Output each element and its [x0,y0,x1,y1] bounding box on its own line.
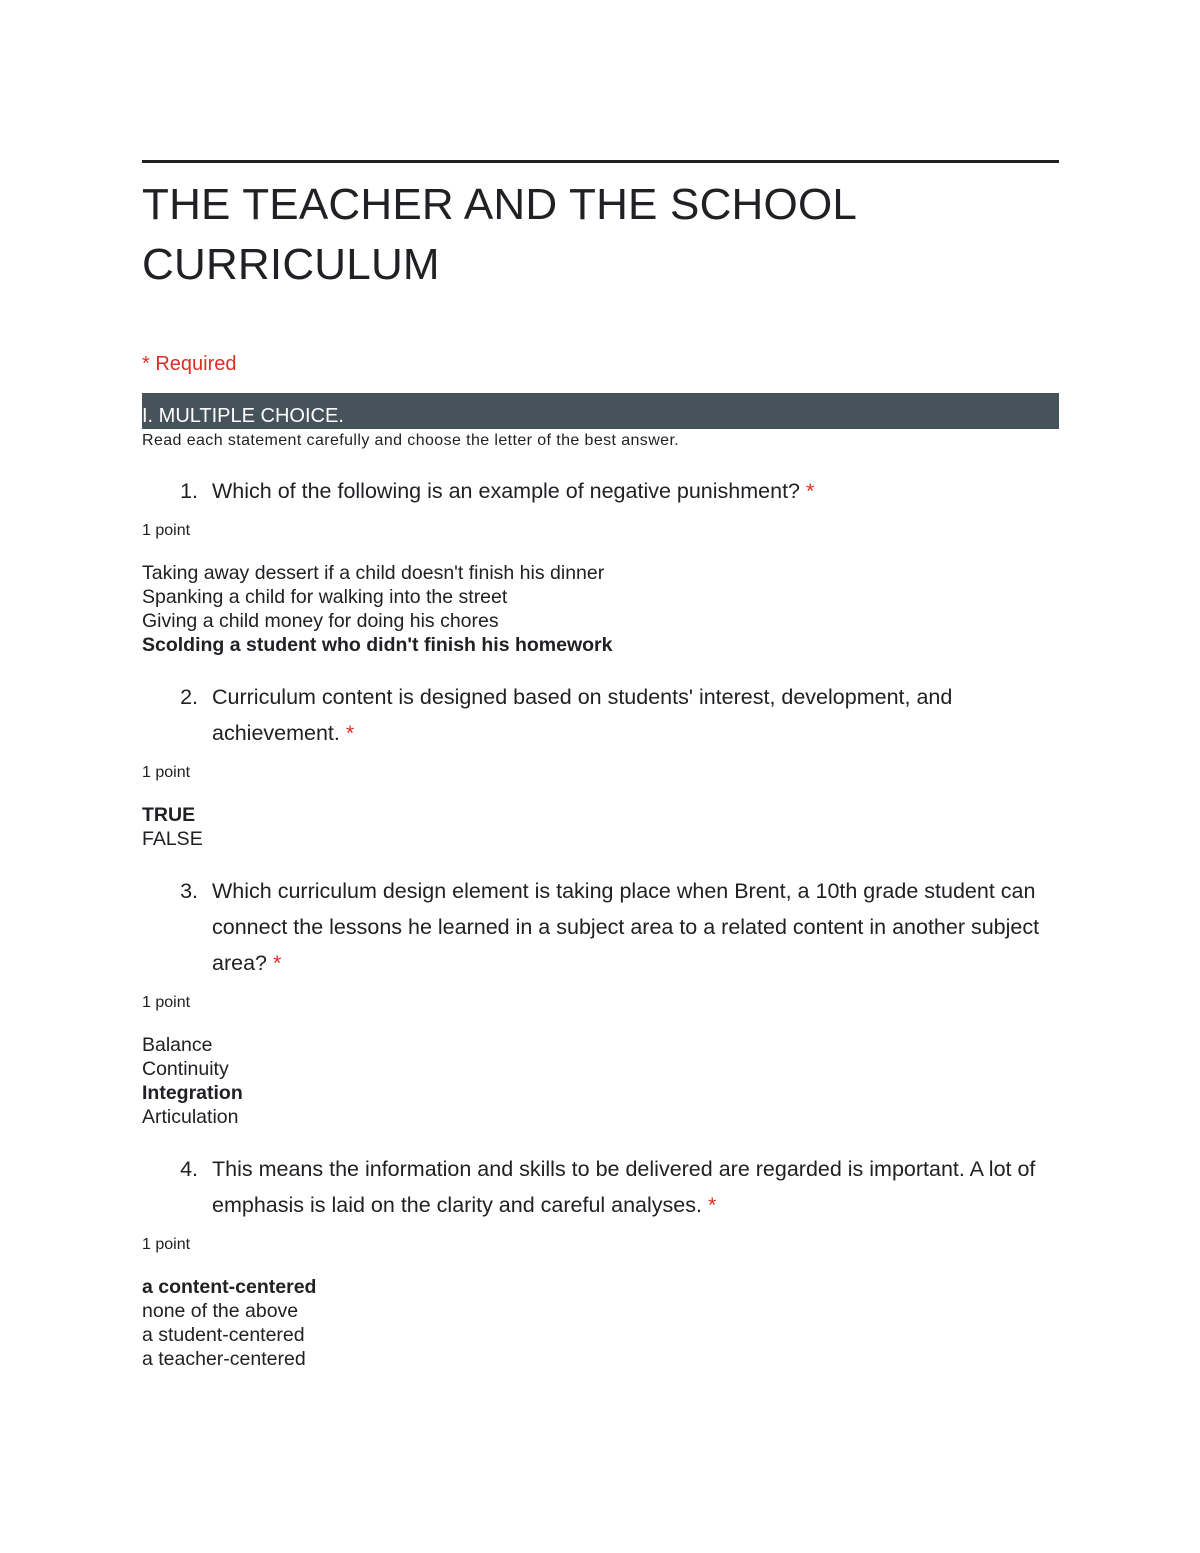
required-asterisk: * [707,1193,717,1217]
question-text-wrap [212,679,1059,751]
question-text: Curriculum content is designed based on students' interest, development, and achievement. [212,685,953,745]
answer-option[interactable]: none of the above [142,1300,299,1322]
question-number: 1. [180,479,198,503]
answer-options [142,1275,1059,1371]
question-text-wrap [212,1151,1059,1223]
answer-option[interactable]: Giving a child money for doing his chores [142,610,499,632]
question-points: 1 point [142,994,191,1011]
answer-options [142,561,1059,657]
required-label: * Required [142,353,237,375]
question-points: 1 point [142,764,191,781]
answer-option[interactable]: Balance [142,1034,213,1056]
answer-options [142,803,1059,851]
required-asterisk: * [345,721,355,745]
answer-option[interactable]: Articulation [142,1106,239,1128]
question-text: Which of the following is an example of negative punishment? [212,479,801,503]
question-row [142,873,1059,981]
section-heading: I. MULTIPLE CHOICE. [142,405,344,427]
required-asterisk: * [272,951,282,975]
question-block [142,873,1059,1129]
question-number: 4. [180,1157,198,1181]
section-description: Read each statement carefully and choose the letter of the best answer. [142,432,680,449]
question-row [142,1151,1059,1223]
question-text: This means the information and skills to be delivered are regarded is important. A lot of emphasis is laid on the clarity and careful analyses. [212,1157,1036,1217]
question-block [142,679,1059,851]
answer-option[interactable]: Taking away dessert if a child doesn't finish his dinner [142,562,605,584]
page-title: THE TEACHER AND THE SCHOOL CURRICULUM [142,180,856,289]
question-points: 1 point [142,1236,191,1253]
answer-option-correct[interactable]: Integration [142,1082,243,1104]
section-heading-bar [142,393,1059,429]
required-asterisk: * [806,479,815,503]
question-text: Which curriculum design element is taking place when Brent, a 10th grade student can connect the lessons he learned in a subject area to a related content in another subject area? [212,879,1040,975]
question-number: 2. [180,685,198,709]
question-block [142,473,1059,657]
question-text-wrap [212,473,1059,509]
question-row [142,473,1059,509]
question-number: 3. [180,879,198,903]
answer-option[interactable]: Continuity [142,1058,229,1080]
top-divider [142,160,1059,163]
answer-option[interactable]: Spanking a child for walking into the street [142,586,508,608]
question-points: 1 point [142,522,191,539]
question-list [142,473,1059,1371]
answer-option-correct[interactable]: Scolding a student who didn't finish his homework [142,634,613,656]
answer-option[interactable]: a teacher-centered [142,1348,306,1370]
answer-option-correct[interactable]: TRUE [142,804,196,826]
answer-option[interactable]: a student-centered [142,1324,305,1346]
question-text-wrap [212,873,1059,981]
answer-option[interactable]: FALSE [142,828,203,850]
answer-option-correct[interactable]: a content-centered [142,1276,317,1298]
quiz-document [142,160,1059,1371]
question-block [142,1151,1059,1371]
question-row [142,679,1059,751]
answer-options [142,1033,1059,1129]
